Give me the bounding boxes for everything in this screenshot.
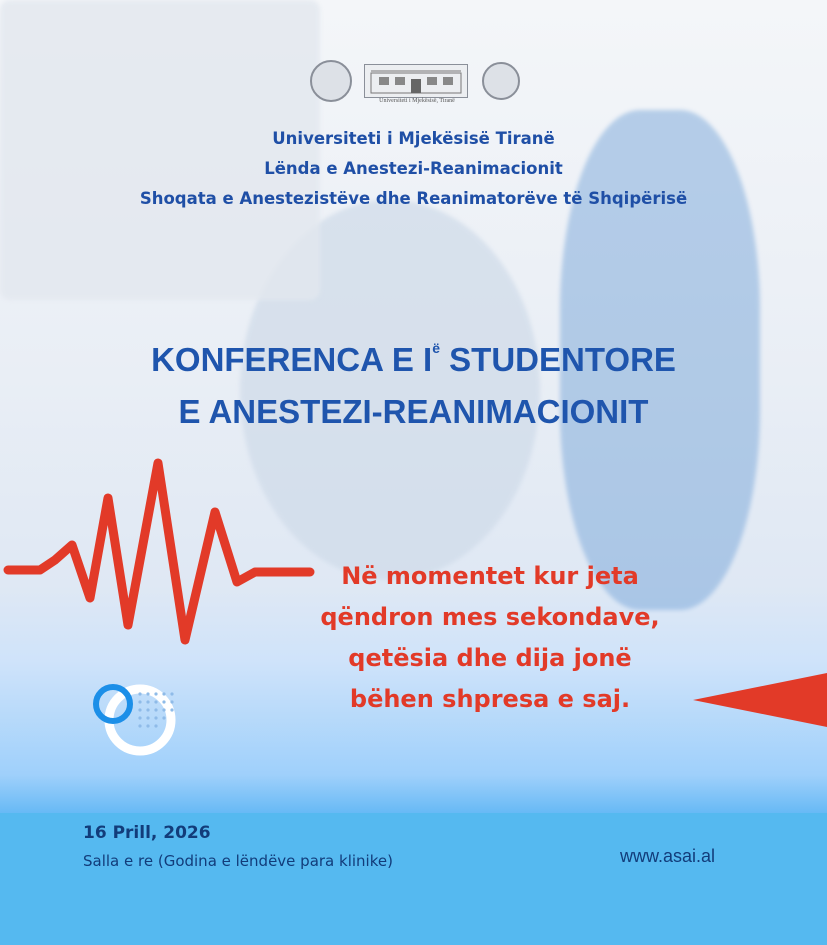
event-venue: Salla e re (Godina e lëndëve para klinike) (83, 852, 393, 870)
website-link[interactable]: www.asai.al (620, 846, 716, 866)
quote-line: bëhen shpresa e saj. (349, 685, 631, 713)
title-line-2: E ANESTEZI-REANIMACIONIT (178, 393, 649, 430)
title-line-1: KONFERENCA E $I^ë$ STUDENTORE (151, 340, 676, 378)
red-arrow-shape (693, 673, 827, 727)
quote-line: Në momentet kur jeta (341, 562, 639, 590)
quote-line: qetësia dhe dija jonë (348, 644, 632, 672)
organizer-department: Lënda e Anestezi-Reanimacionit (264, 159, 563, 178)
organizer-university: Universiteti i Mjekësisë Tiranë (272, 129, 555, 148)
heartbeat-line-icon (8, 463, 310, 640)
event-date: 16 Prill, 2026 (83, 823, 211, 843)
university-caption: Universiteti i Mjekësisë, Tiranë (379, 98, 455, 104)
quote-line: qëndron mes sekondave, (320, 603, 660, 631)
motto-quote (300, 556, 680, 720)
organizer-society: Shoqata e Anestezistëve dhe Reanimatorëve të Shqipërisë (139, 189, 688, 208)
